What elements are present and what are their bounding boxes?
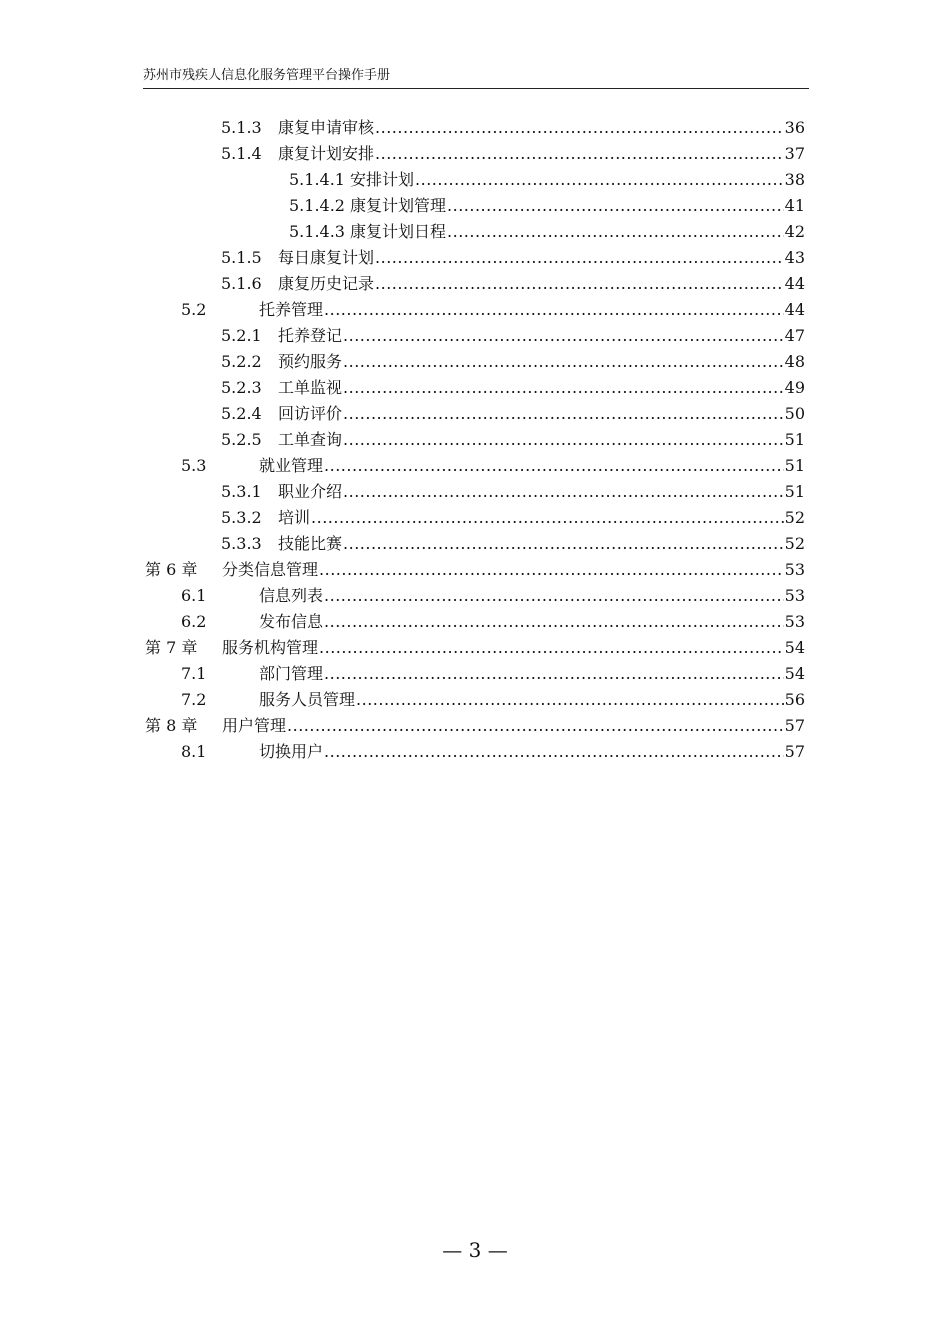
toc-dot-leader	[447, 193, 784, 219]
toc-entry-page: 50	[784, 404, 805, 423]
toc-entry-page: 37	[784, 144, 805, 163]
toc-entry-title: 康复历史记录	[278, 274, 375, 293]
toc-entry[interactable]	[0, 245, 950, 271]
toc-dot-leader	[447, 219, 784, 245]
toc-entry[interactable]	[0, 687, 950, 713]
toc-entry-page: 44	[784, 274, 805, 293]
toc-entry-title: 预约服务	[278, 352, 343, 371]
toc-entry[interactable]	[0, 193, 950, 219]
toc-dot-leader	[343, 531, 784, 557]
toc-dot-leader	[415, 167, 784, 193]
toc-entry-number: 第 7 章	[145, 638, 198, 657]
toc-entry-page: 57	[784, 716, 805, 735]
toc-entry-number: 5.3.3	[221, 534, 262, 553]
header-title: 苏州市残疾人信息化服务管理平台操作手册	[143, 68, 391, 83]
toc-entry-number: 6.2	[181, 612, 207, 631]
toc-entry-page: 49	[784, 378, 805, 397]
toc-entry-title: 就业管理	[259, 456, 324, 475]
toc-entry-page: 53	[784, 586, 805, 605]
toc-entry[interactable]	[0, 661, 950, 687]
toc-dot-leader	[375, 115, 784, 141]
toc-entry-number: 5.3.1	[221, 482, 262, 501]
toc-dot-leader	[343, 349, 784, 375]
toc-entry-title: 回访评价	[278, 404, 343, 423]
toc-entry-number: 5.3	[181, 456, 207, 475]
toc-dot-leader	[343, 401, 784, 427]
toc-entry[interactable]	[0, 583, 950, 609]
toc-entry-page: 52	[784, 508, 805, 527]
toc-entry-number: 5.2.4	[221, 404, 262, 423]
toc-dot-leader	[324, 453, 784, 479]
toc-entry[interactable]	[0, 609, 950, 635]
toc-dot-leader	[375, 271, 784, 297]
toc-entry[interactable]	[0, 557, 950, 583]
toc-entry-page: 52	[784, 534, 805, 553]
toc-entry[interactable]	[0, 479, 950, 505]
running-header	[143, 66, 809, 89]
toc-entry-page: 57	[784, 742, 805, 761]
toc-entry-number: 5.1.5	[221, 248, 262, 267]
toc-entry-number: 7.1	[181, 664, 207, 683]
toc-entry-number: 5.2.3	[221, 378, 262, 397]
toc-dot-leader	[319, 635, 784, 661]
toc-dot-leader	[287, 713, 784, 739]
toc-dot-leader	[343, 479, 784, 505]
toc-entry[interactable]	[0, 713, 950, 739]
toc-entry[interactable]	[0, 739, 950, 765]
toc-entry-title: 技能比赛	[278, 534, 343, 553]
toc-entry-title: 康复计划管理	[350, 196, 447, 215]
toc-dot-leader	[324, 739, 784, 765]
toc-entry-title: 服务人员管理	[259, 690, 356, 709]
toc-entry[interactable]	[0, 323, 950, 349]
toc-entry-title: 安排计划	[350, 170, 415, 189]
toc-entry-title: 服务机构管理	[222, 638, 319, 657]
toc-entry-title: 康复计划日程	[350, 222, 447, 241]
toc-entry-page: 53	[784, 612, 805, 631]
toc-dot-leader	[343, 427, 784, 453]
toc-entry-title: 职业介绍	[278, 482, 343, 501]
toc-entry-number: 5.1.4.2	[289, 196, 345, 215]
toc-entry-title: 信息列表	[259, 586, 324, 605]
toc-dot-leader	[343, 375, 784, 401]
toc-entry[interactable]	[0, 349, 950, 375]
toc-entry-page: 38	[784, 170, 805, 189]
toc-entry-title: 康复申请审核	[278, 118, 375, 137]
toc-entry[interactable]	[0, 427, 950, 453]
page-footer	[0, 1237, 950, 1263]
toc-entry[interactable]	[0, 219, 950, 245]
toc-entry-number: 8.1	[181, 742, 207, 761]
toc-dot-leader	[324, 609, 784, 635]
toc-entry-page: 44	[784, 300, 805, 319]
toc-entry-title: 部门管理	[259, 664, 324, 683]
toc-entry-title: 工单监视	[278, 378, 343, 397]
toc-entry[interactable]	[0, 531, 950, 557]
toc-entry-page: 41	[784, 196, 805, 215]
toc-entry-number: 5.1.3	[221, 118, 262, 137]
toc-entry-title: 发布信息	[259, 612, 324, 631]
toc-entry-page: 51	[784, 482, 805, 501]
toc-entry-page: 56	[784, 690, 805, 709]
toc-entry-page: 54	[784, 638, 805, 657]
toc-entry[interactable]	[0, 375, 950, 401]
toc-entry-number: 5.2.2	[221, 352, 262, 371]
toc-entry-title: 康复计划安排	[278, 144, 375, 163]
toc-dot-leader	[324, 661, 784, 687]
toc-entry[interactable]	[0, 141, 950, 167]
toc-entry[interactable]	[0, 635, 950, 661]
toc-entry-page: 43	[784, 248, 805, 267]
toc-entry[interactable]	[0, 401, 950, 427]
toc-entry-number: 5.2	[181, 300, 207, 319]
toc-entry[interactable]	[0, 505, 950, 531]
toc-entry-number: 第 6 章	[145, 560, 198, 579]
toc-entry-number: 5.3.2	[221, 508, 262, 527]
toc-entry-number: 6.1	[181, 586, 207, 605]
toc-entry-title: 用户管理	[222, 716, 287, 735]
toc-entry-page: 51	[784, 456, 805, 475]
toc-entry-number: 5.1.4.3	[289, 222, 345, 241]
toc-dot-leader	[375, 245, 784, 271]
toc-dot-leader	[319, 557, 784, 583]
toc-entry-number: 7.2	[181, 690, 207, 709]
toc-dot-leader	[311, 505, 784, 531]
toc-entry-title: 切换用户	[259, 742, 324, 761]
toc-entry-title: 每日康复计划	[278, 248, 375, 267]
toc-entry-page: 36	[784, 118, 805, 137]
toc-entry[interactable]	[0, 271, 950, 297]
toc-dot-leader	[356, 687, 784, 713]
toc-dot-leader	[375, 141, 784, 167]
toc-entry-title: 分类信息管理	[222, 560, 319, 579]
toc-entry-page: 48	[784, 352, 805, 371]
toc-entry-title: 工单查询	[278, 430, 343, 449]
toc-entry-page: 54	[784, 664, 805, 683]
toc-entry[interactable]	[0, 453, 950, 479]
toc-entry-number: 第 8 章	[145, 716, 198, 735]
toc-entry[interactable]	[0, 297, 950, 323]
toc-entry-number: 5.1.4	[221, 144, 262, 163]
toc-entry-title: 培训	[278, 508, 311, 527]
toc-entry[interactable]	[0, 167, 950, 193]
page-number: — 3 —	[442, 1238, 508, 1262]
toc-entry-page: 51	[784, 430, 805, 449]
toc-entry-page: 42	[784, 222, 805, 241]
toc-dot-leader	[324, 297, 784, 323]
toc-entry[interactable]	[0, 115, 950, 141]
toc-entry-number: 5.2.5	[221, 430, 262, 449]
toc-entry-page: 47	[784, 326, 805, 345]
toc-entry-page: 53	[784, 560, 805, 579]
toc-entry-number: 5.1.6	[221, 274, 262, 293]
toc-entry-title: 托养管理	[259, 300, 324, 319]
toc-entry-title: 托养登记	[278, 326, 343, 345]
toc-entry-number: 5.2.1	[221, 326, 262, 345]
toc-entry-number: 5.1.4.1	[289, 170, 345, 189]
toc-dot-leader	[343, 323, 784, 349]
toc-dot-leader	[324, 583, 784, 609]
